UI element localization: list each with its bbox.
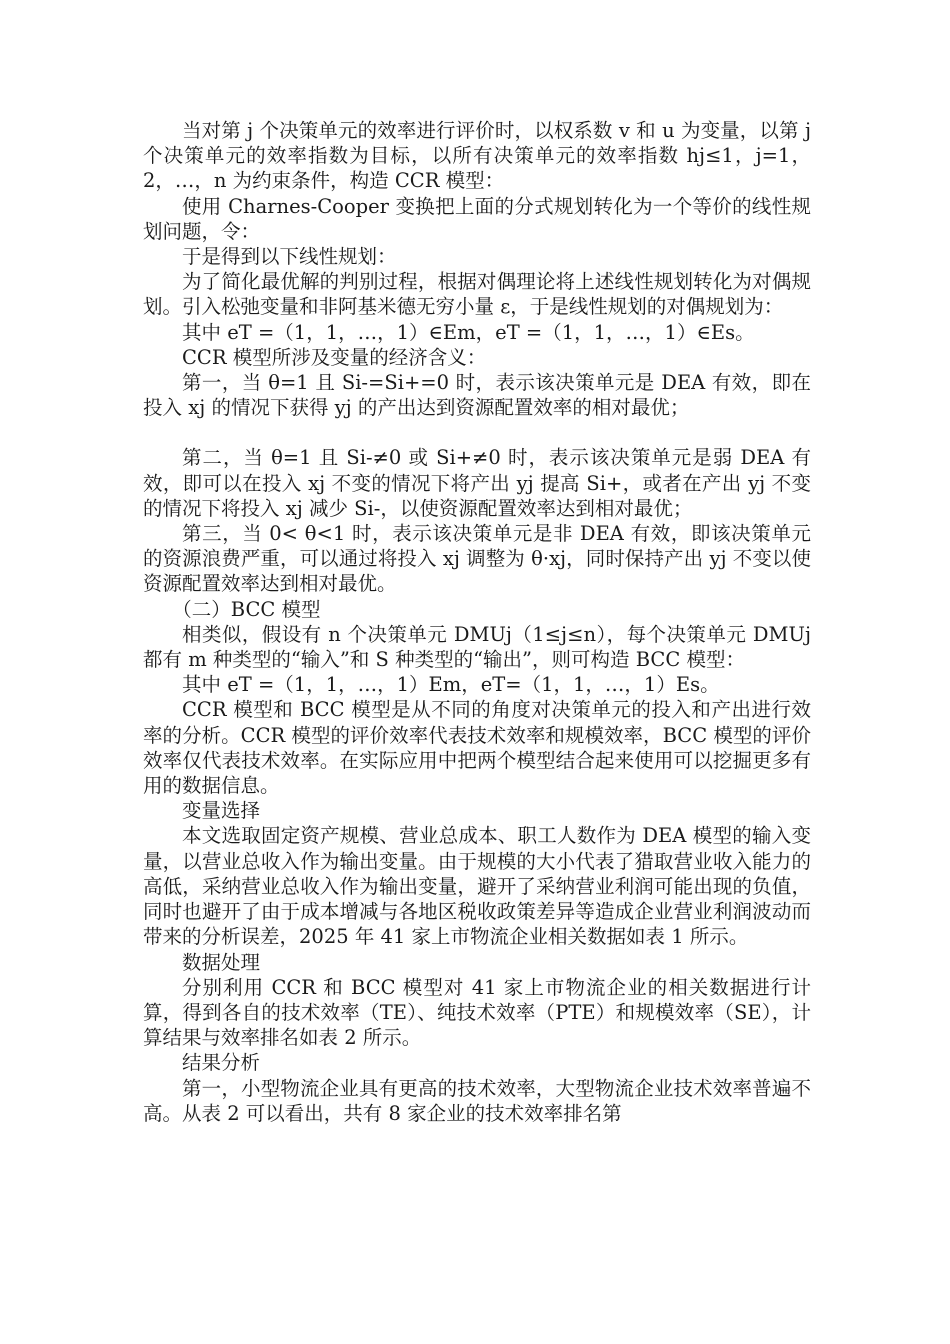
paragraph-variable-selection: 本文选取固定资产规模、营业总成本、职工人数作为 DEA 模型的输入变量，以营业总收入作为输出变量。由于规模的大小代表了猎取营业收入能力的高低，采纳营业总收入作为输出变量，避开了采纳营业利润可能出现的负值，同时也避开了由于成本增减与各地区税收政策差异等造成企业营业利润波动而带来的分析误差，2025 年 41 家上市物流企业相关数据如表 1 所示。	[143, 824, 811, 949]
paragraph-second-case: 第二，当 θ=1 且 Si-≠0 或 Si+≠0 时，表示该决策单元是弱 DEA 有效，即可以在投入 xj 不变的情况下将产出 yj 提高 Si+，或者在产出 yj 不变的情况下将投入 xj 减少 Si-，以使资源配置效率达到相对最优；	[143, 446, 811, 520]
paragraph-model-comparison: CCR 模型和 BCC 模型是从不同的角度对决策单元的投入和产出进行效率的分析。CCR 模型的评价效率代表技术效率和规模效率，BCC 模型的评价效率仅代表技术效率。在实际应用中把两个模型结合起来使用可以挖掘更多有用的数据信息。	[143, 698, 811, 798]
paragraph-et-definition: 其中 eT =（1，1，…，1）∈Em，eT =（1，1，…，1）∈Es。	[182, 320, 755, 344]
paragraph-ccr-intro: 当对第 j 个决策单元的效率进行评价时，以权系数 v 和 u 为变量，以第 j 个决策单元的效率指数为目标，以所有决策单元的效率指数 hj≤1，j=1，2，…，n 为约束条件，构造 CCR 模型：	[143, 119, 811, 193]
paragraph-dual-program: 为了简化最优解的判别过程，根据对偶理论将上述线性规划转化为对偶规划。引入松弛变量和非阿基米德无穷小量 ε，于是线性规划的对偶规划为：	[143, 270, 811, 319]
section-heading-variables: 变量选择	[182, 799, 261, 823]
section-heading-data-processing: 数据处理	[182, 950, 261, 974]
section-heading-bcc: （二）BCC 模型	[172, 597, 321, 621]
paragraph-bcc-intro: 相类似，假设有 n 个决策单元 DMUj（1≤j≤n），每个决策单元 DMUj 都有 m 种类型的“输入”和 S 种类型的“输出”，则可构造 BCC 模型：	[143, 622, 811, 672]
section-heading-results: 结果分析	[182, 1051, 261, 1075]
document-body	[143, 118, 811, 1126]
paragraph-gap	[143, 420, 811, 445]
paragraph-third-case: 第三，当 0< θ<1 时，表示该决策单元是非 DEA 有效，即该决策单元的资源浪费严重，可以通过将投入 xj 调整为 θ·xj，同时保持产出 yj 不变以使资源配置效率达到相对最优。	[143, 522, 811, 596]
paragraph-ccr-meaning: CCR 模型所涉及变量的经济含义：	[182, 345, 487, 369]
paragraph-charnes-cooper: 使用 Charnes-Cooper 变换把上面的分式规划转化为一个等价的线性规划问题，令：	[143, 194, 811, 243]
paragraph-bcc-et: 其中 eT =（1，1，…，1）Em，eT=（1，1，…，1）Es。	[182, 673, 720, 697]
paragraph-first-case: 第一，当 θ=1 且 Si-=Si+=0 时，表示该决策单元是 DEA 有效，即在投入 xj 的情况下获得 yj 的产出达到资源配置效率的相对最优；	[143, 371, 811, 420]
paragraph-data-processing: 分别利用 CCR 和 BCC 模型对 41 家上市物流企业的相关数据进行计算，得到各自的技术效率（TE）、纯技术效率（PTE）和规模效率（SE），计算结果与效率排名如表 2 所示。	[143, 975, 811, 1050]
paragraph-linear-program: 于是得到以下线性规划：	[182, 245, 397, 269]
paragraph-results-first: 第一，小型物流企业具有更高的技术效率，大型物流企业技术效率普遍不高。从表 2 可以看出，共有 8 家企业的技术效率排名第	[143, 1076, 811, 1125]
